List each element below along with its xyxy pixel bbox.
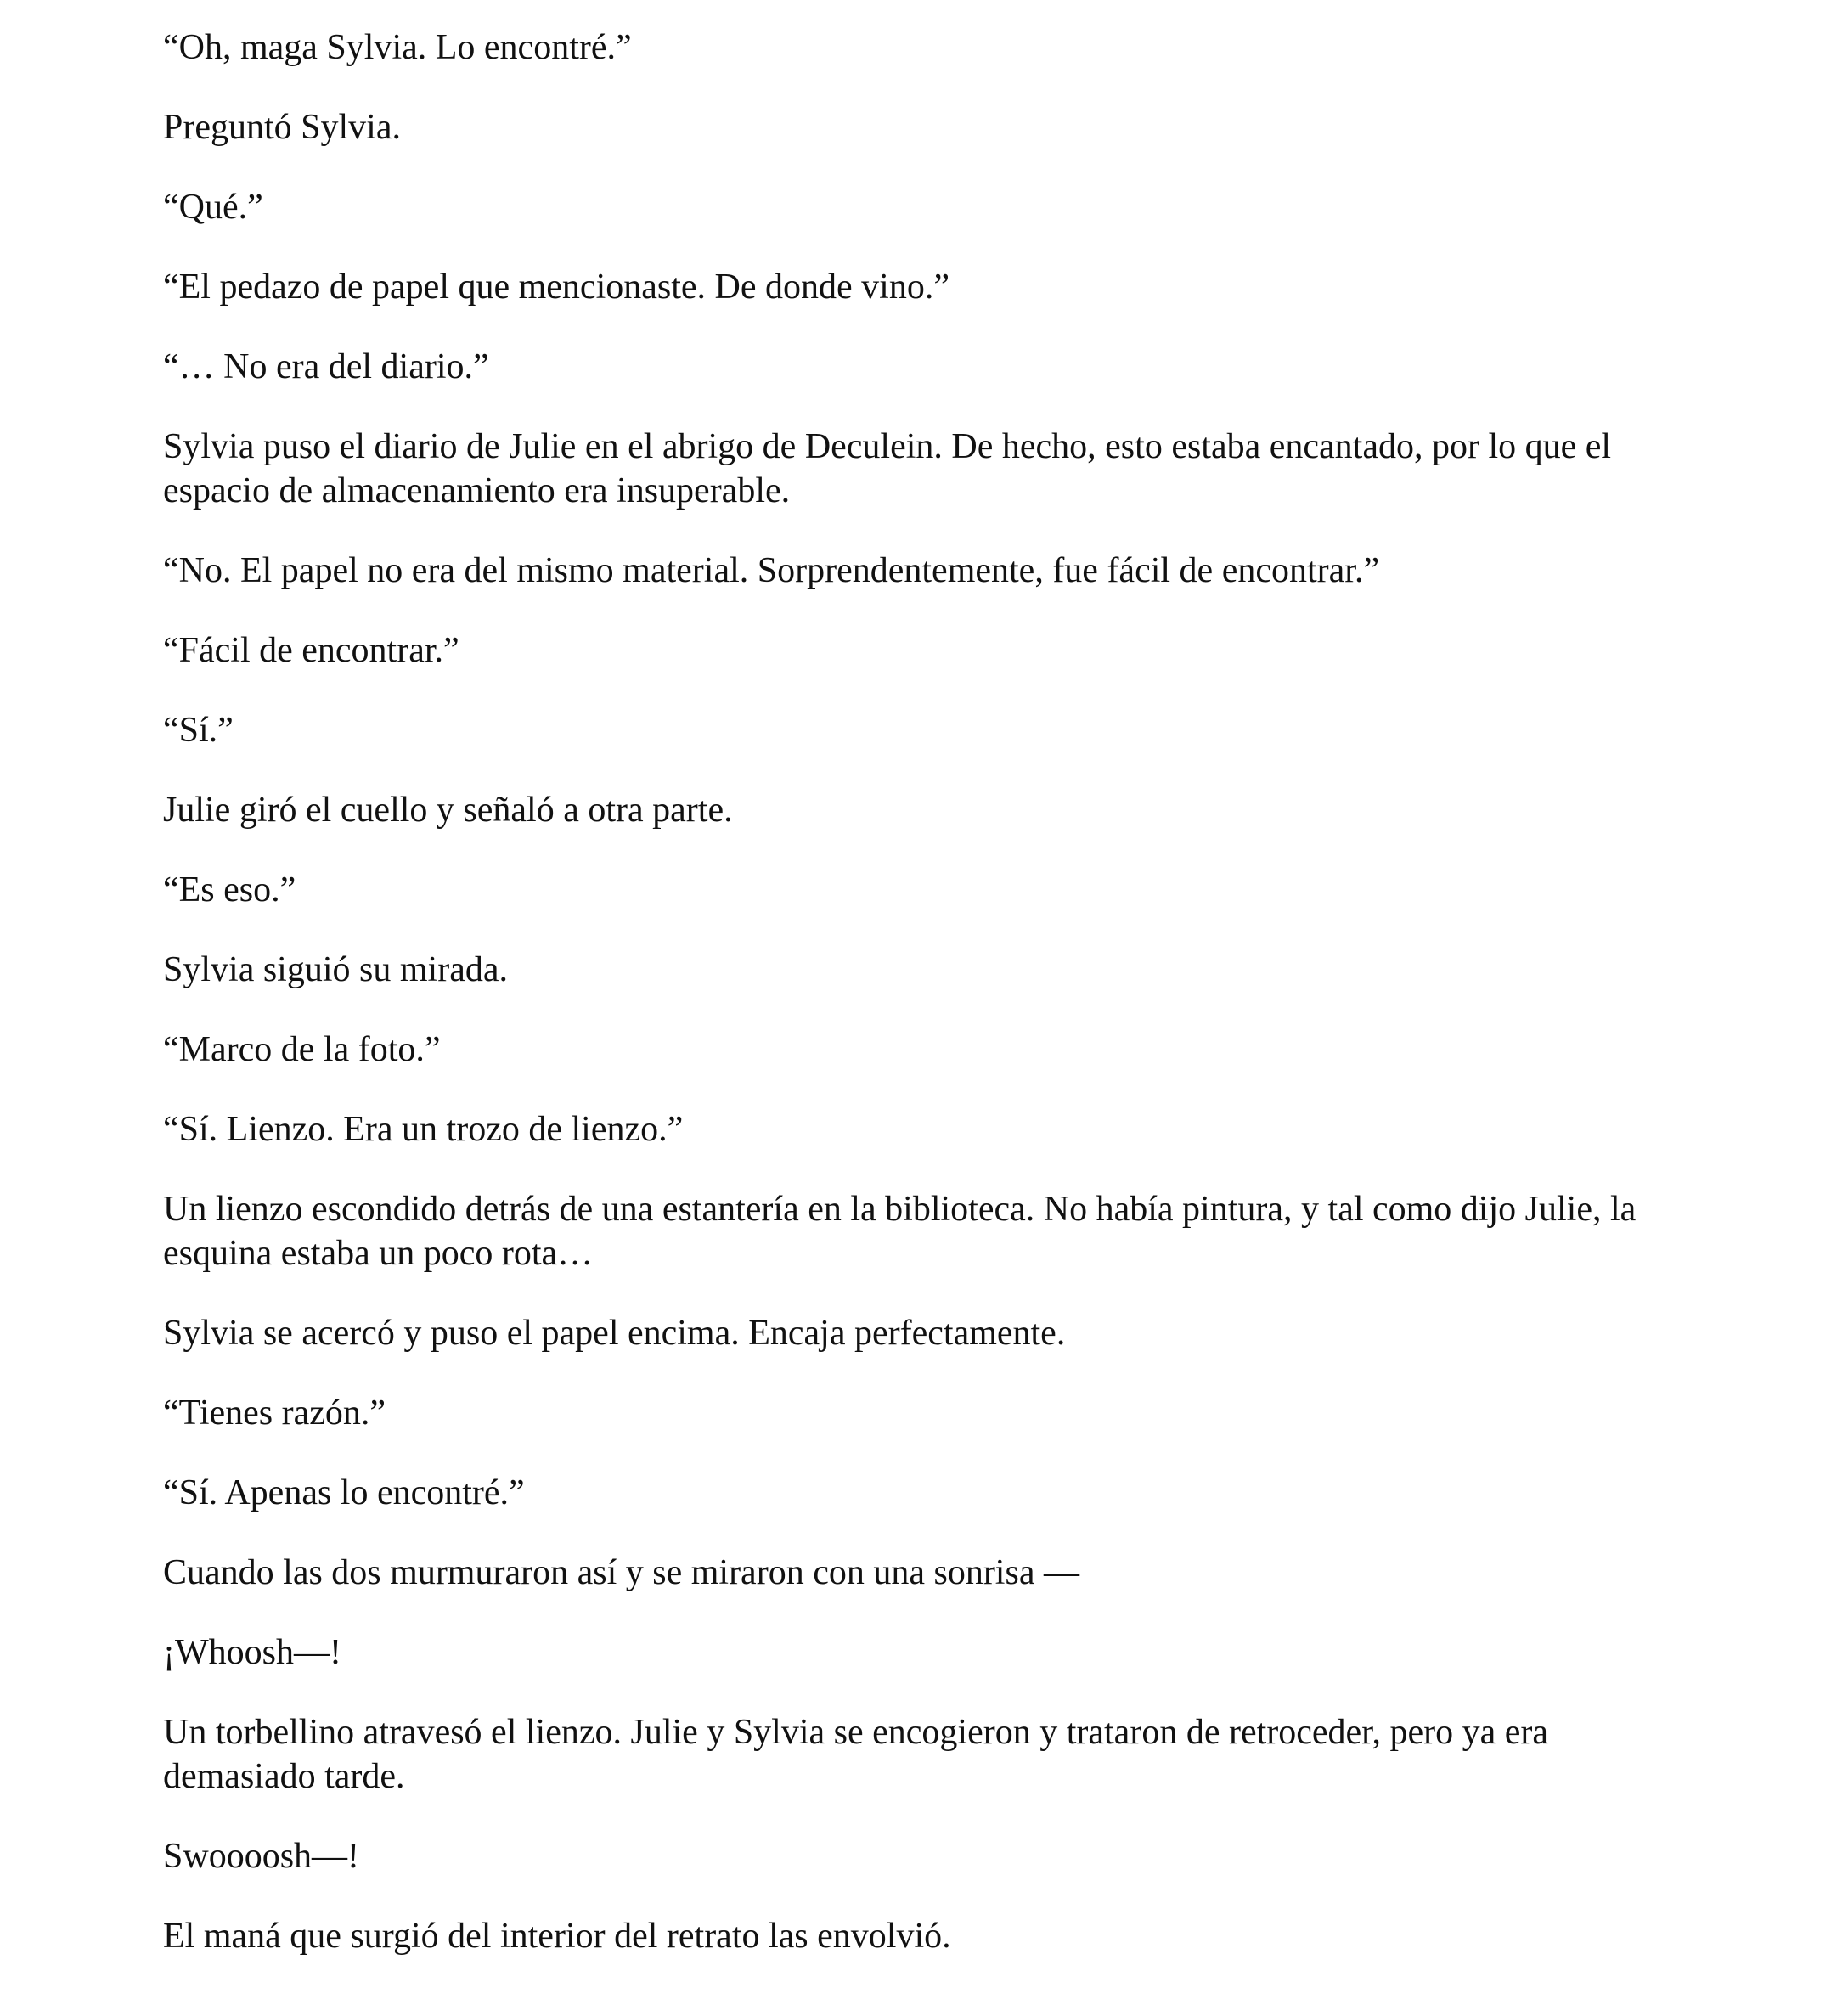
paragraph: Cuando las dos murmuraron así y se miraron con una sonrisa — xyxy=(163,1553,1079,1592)
paragraph: Un torbellino atravesó el lienzo. Julie y Sylvia se encogieron y trataron de retroceder, pero ya era demasiado tarde. xyxy=(163,1713,1549,1796)
paragraph: Sylvia siguió su mirada. xyxy=(163,950,508,989)
paragraph: Swoooosh—! xyxy=(163,1837,360,1876)
paragraph: “Es eso.” xyxy=(163,870,296,909)
paragraph: “Fácil de encontrar.” xyxy=(163,631,459,670)
document-body xyxy=(163,25,1683,1994)
paragraph: “El pedazo de papel que mencionaste. De donde vino.” xyxy=(163,267,949,307)
paragraph: “Sí. Apenas lo encontré.” xyxy=(163,1473,525,1512)
paragraph: “Sí.” xyxy=(163,711,234,750)
paragraph: Julie giró el cuello y señaló a otra parte. xyxy=(163,791,733,830)
paragraph: Un lienzo escondido detrás de una estantería en la biblioteca. No había pintura, y tal como dijo Julie, la esquina estaba un poco rota… xyxy=(163,1190,1637,1273)
paragraph: “Qué.” xyxy=(163,188,263,227)
paragraph: ¡Whoosh—! xyxy=(163,1633,341,1672)
paragraph: “Sí. Lienzo. Era un trozo de lienzo.” xyxy=(163,1110,684,1149)
paragraph: “Tienes razón.” xyxy=(163,1394,386,1433)
paragraph: “Marco de la foto.” xyxy=(163,1030,441,1069)
paragraph: El maná que surgió del interior del retrato las envolvió. xyxy=(163,1917,951,1956)
paragraph: “… No era del diario.” xyxy=(163,347,489,386)
paragraph: Sylvia puso el diario de Julie en el abrigo de Deculein. De hecho, esto estaba encantado, por lo que el espacio de almacenamiento era insuperable. xyxy=(163,427,1612,510)
paragraph: “Oh, maga Sylvia. Lo encontré.” xyxy=(163,28,632,67)
paragraph: Sylvia se acercó y puso el papel encima. Encaja perfectamente. xyxy=(163,1314,1066,1353)
paragraph: Preguntó Sylvia. xyxy=(163,108,401,147)
paragraph: “No. El papel no era del mismo material. Sorprendentemente, fue fácil de encontrar.” xyxy=(163,551,1380,590)
